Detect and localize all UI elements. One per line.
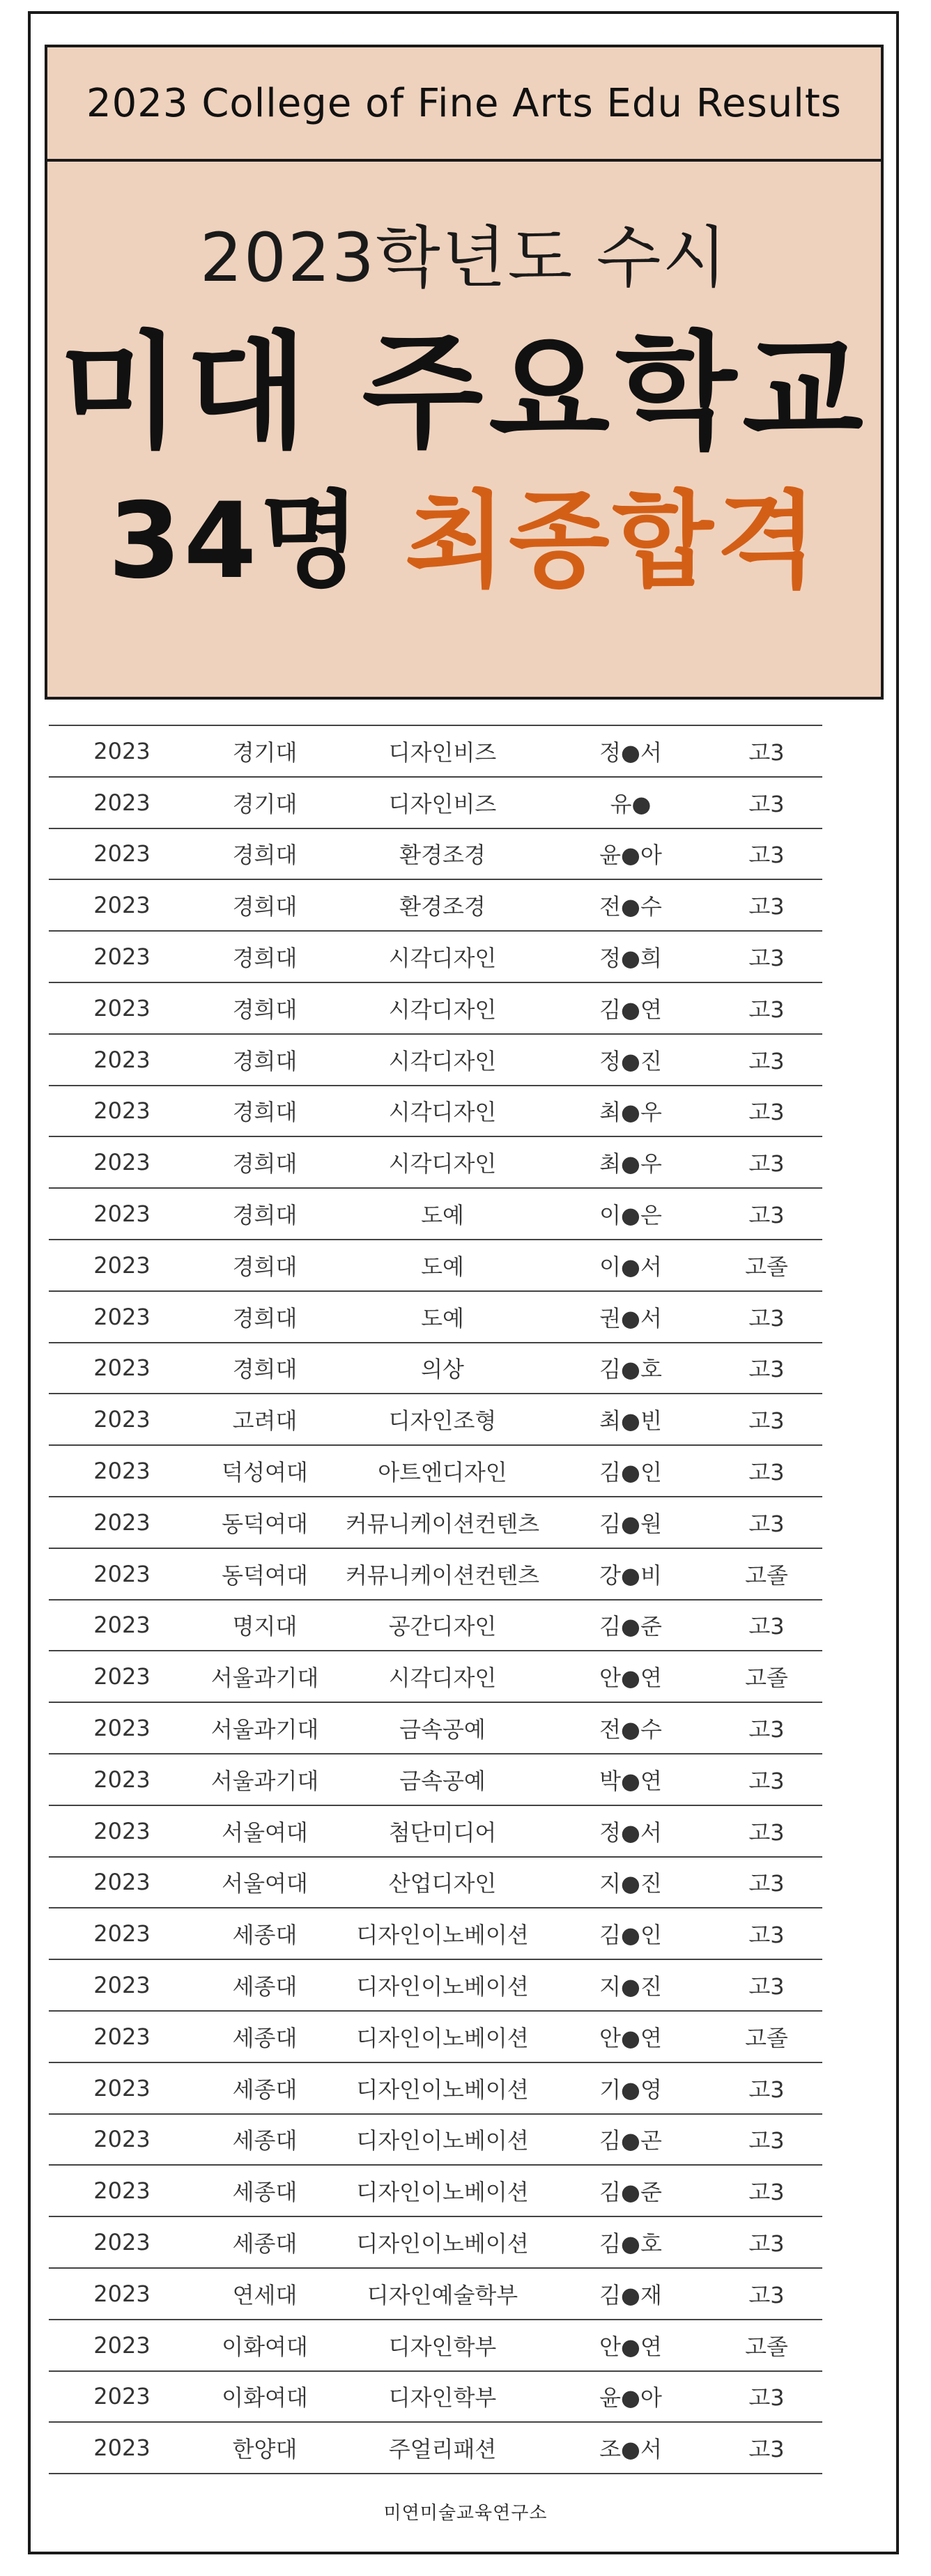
- grade-cell: 고3: [748, 1716, 785, 1743]
- grade-cell: 고3: [748, 1510, 785, 1537]
- name-cell: 김●인: [599, 1922, 662, 1949]
- grade-cell: 고3: [748, 1150, 785, 1178]
- year-cell: 2023: [93, 737, 151, 764]
- table-row: [49, 2115, 822, 2166]
- grade-cell: 고3: [748, 1870, 785, 1897]
- department-cell: 의상: [421, 1356, 464, 1383]
- grade-cell: 고3: [748, 2076, 785, 2103]
- grade-cell: 고졸: [745, 1253, 788, 1280]
- department-cell: 디자인학부: [388, 2384, 497, 2412]
- grade-cell: 고3: [748, 1973, 785, 2000]
- table-row: [49, 2063, 822, 2115]
- name-cell: 유●: [610, 790, 652, 817]
- university-cell: 이화여대: [222, 2384, 308, 2412]
- year-cell: 2023: [93, 1251, 151, 1279]
- table-row: [49, 2423, 822, 2474]
- year-cell: 2023: [93, 1303, 151, 1330]
- table-row: [49, 880, 822, 932]
- name-cell: 김●준: [599, 2179, 662, 2206]
- university-cell: 세종대: [232, 2230, 298, 2257]
- department-cell: 시각디자인: [388, 1047, 497, 1074]
- university-cell: 경희대: [232, 1047, 298, 1074]
- university-cell: 명지대: [232, 1613, 298, 1640]
- year-cell: 2023: [93, 1920, 151, 1948]
- university-cell: 동덕여대: [222, 1510, 308, 1537]
- grade-cell: 고3: [748, 1356, 785, 1383]
- name-cell: 김●재: [599, 2281, 662, 2308]
- department-cell: 환경조경: [399, 842, 486, 869]
- table-row: [49, 1960, 822, 2012]
- table-row: [49, 829, 822, 881]
- grade-cell: 고3: [748, 2127, 785, 2154]
- grade-cell: 고졸: [745, 2333, 788, 2360]
- year-cell: 2023: [93, 1046, 151, 1073]
- year-cell: 2023: [93, 892, 151, 919]
- department-cell: 도예: [421, 1304, 464, 1332]
- name-cell: 김●인: [599, 1459, 662, 1486]
- table-row: [49, 726, 822, 778]
- university-cell: 경기대: [232, 739, 298, 766]
- department-cell: 환경조경: [399, 893, 486, 920]
- grade-cell: 고졸: [745, 1561, 788, 1589]
- year-cell: 2023: [93, 1715, 151, 1742]
- year-cell: 2023: [93, 1869, 151, 1896]
- department-cell: 디자인비즈: [388, 790, 497, 817]
- table-row: [49, 1908, 822, 1960]
- year-cell: 2023: [93, 1355, 151, 1382]
- result-headline: [47, 481, 881, 602]
- university-cell: 경희대: [232, 893, 298, 920]
- name-cell: 기●영: [599, 2076, 662, 2103]
- year-cell: 2023: [93, 2435, 151, 2462]
- table-row: [49, 1137, 822, 1189]
- university-cell: 경희대: [232, 1356, 298, 1383]
- university-cell: 서울과기대: [210, 1665, 319, 1692]
- name-cell: 정●서: [599, 1819, 662, 1846]
- table-row: [49, 1549, 822, 1601]
- pass-count: 34명: [108, 481, 364, 602]
- year-cell: 2023: [93, 2074, 151, 2101]
- university-cell: 경희대: [232, 1253, 298, 1280]
- year-cell: 2023: [93, 1149, 151, 1176]
- department-cell: 도예: [421, 1253, 464, 1280]
- subtitle: 2023학년도 수시: [199, 219, 729, 297]
- department-cell: 디자인이노베이션: [356, 2230, 529, 2257]
- department-cell: 디자인이노베이션: [356, 1922, 529, 1949]
- name-cell: 박●연: [599, 1767, 662, 1794]
- department-cell: 디자인이노베이션: [356, 2127, 529, 2154]
- name-cell: 전●수: [599, 1716, 662, 1743]
- grade-cell: 고3: [748, 893, 785, 920]
- table-row: [49, 778, 822, 829]
- university-cell: 경희대: [232, 996, 298, 1023]
- name-cell: 안●연: [599, 2024, 662, 2051]
- name-cell: 김●호: [599, 2230, 662, 2257]
- grade-cell: 고3: [748, 2436, 785, 2463]
- department-cell: 시각디자인: [388, 945, 497, 972]
- department-cell: 도예: [421, 1202, 464, 1229]
- name-cell: 정●진: [599, 1047, 662, 1074]
- university-cell: 경기대: [232, 790, 298, 817]
- table-row: [49, 2320, 822, 2372]
- grade-cell: 고3: [748, 2384, 785, 2412]
- year-cell: 2023: [93, 1406, 151, 1433]
- table-row: [49, 1240, 822, 1292]
- year-cell: 2023: [93, 1458, 151, 1485]
- name-cell: 최●빈: [599, 1407, 662, 1435]
- table-row: [49, 1601, 822, 1652]
- grade-cell: 고3: [748, 1304, 785, 1332]
- name-cell: 이●서: [599, 1253, 662, 1280]
- name-cell: 강●비: [599, 1561, 662, 1589]
- department-cell: 커뮤니케이션컨텐츠: [345, 1510, 540, 1537]
- year-cell: 2023: [93, 943, 151, 971]
- university-cell: 동덕여대: [222, 1561, 308, 1589]
- main-title: 미대 주요학교: [59, 320, 869, 465]
- university-cell: 세종대: [232, 1973, 298, 2000]
- table-row: [49, 2217, 822, 2269]
- department-cell: 디자인이노베이션: [356, 2024, 529, 2051]
- department-cell: 디자인조형: [388, 1407, 497, 1435]
- university-cell: 한양대: [232, 2436, 298, 2463]
- year-cell: 2023: [93, 1201, 151, 1228]
- table-row: [49, 983, 822, 1035]
- name-cell: 권●서: [599, 1304, 662, 1332]
- university-cell: 서울과기대: [210, 1767, 319, 1794]
- department-cell: 산업디자인: [388, 1870, 497, 1897]
- name-cell: 정●희: [599, 945, 662, 972]
- university-cell: 세종대: [232, 2179, 298, 2206]
- table-row: [49, 1703, 822, 1754]
- university-cell: 고려대: [232, 1407, 298, 1435]
- year-cell: 2023: [93, 2331, 151, 2359]
- university-cell: 경희대: [232, 1150, 298, 1178]
- table-row: [49, 2166, 822, 2217]
- table-row: [49, 932, 822, 983]
- year-cell: 2023: [93, 1766, 151, 1793]
- name-cell: 지●진: [599, 1973, 662, 2000]
- table-row: [49, 1497, 822, 1549]
- university-cell: 세종대: [232, 1922, 298, 1949]
- year-cell: 2023: [93, 1509, 151, 1536]
- department-cell: 시각디자인: [388, 1665, 497, 1692]
- grade-cell: 고졸: [745, 1665, 788, 1692]
- university-cell: 서울여대: [222, 1870, 308, 1897]
- year-cell: 2023: [93, 1663, 151, 1690]
- department-cell: 시각디자인: [388, 1150, 497, 1178]
- department-cell: 시각디자인: [388, 996, 497, 1023]
- grade-cell: 고3: [748, 1613, 785, 1640]
- name-cell: 최●우: [599, 1150, 662, 1178]
- table-row: [49, 1189, 822, 1240]
- department-cell: 커뮤니케이션컨텐츠: [345, 1561, 540, 1589]
- year-cell: 2023: [93, 1817, 151, 1844]
- department-cell: 금속공예: [399, 1716, 486, 1743]
- university-cell: 경희대: [232, 1099, 298, 1126]
- department-cell: 금속공예: [399, 1767, 486, 1794]
- name-cell: 김●원: [599, 1510, 662, 1537]
- name-cell: 김●곤: [599, 2127, 662, 2154]
- table-row: [49, 1343, 822, 1395]
- table-row: [49, 1446, 822, 1497]
- year-cell: 2023: [93, 789, 151, 816]
- name-cell: 조●서: [599, 2436, 662, 2463]
- table-row: [49, 1292, 822, 1343]
- table-row: [49, 1394, 822, 1446]
- university-cell: 서울과기대: [210, 1716, 319, 1743]
- department-cell: 주얼리패션: [388, 2436, 497, 2463]
- pass-label: 최종합격: [405, 481, 820, 602]
- name-cell: 안●연: [599, 1665, 662, 1692]
- year-cell: 2023: [93, 1972, 151, 1999]
- grade-cell: 고3: [748, 996, 785, 1023]
- grade-cell: 고3: [748, 1099, 785, 1126]
- department-cell: 디자인이노베이션: [356, 2076, 529, 2103]
- university-cell: 덕성여대: [222, 1459, 308, 1486]
- department-cell: 디자인학부: [388, 2333, 497, 2360]
- grade-cell: 고3: [748, 1459, 785, 1486]
- table-row: [49, 1086, 822, 1138]
- table-row: [49, 1754, 822, 1806]
- name-cell: 전●수: [599, 893, 662, 920]
- year-cell: 2023: [93, 2229, 151, 2255]
- department-cell: 디자인비즈: [388, 739, 497, 766]
- english-title: 2023 College of Fine Arts Edu Results: [47, 47, 881, 162]
- name-cell: 윤●아: [599, 2384, 662, 2412]
- grade-cell: 고3: [748, 739, 785, 766]
- department-cell: 디자인이노베이션: [356, 1973, 529, 2000]
- table-row: [49, 2372, 822, 2423]
- year-cell: 2023: [93, 2280, 151, 2307]
- year-cell: 2023: [93, 2383, 151, 2410]
- year-cell: 2023: [93, 2023, 151, 2050]
- grade-cell: 고3: [748, 1819, 785, 1846]
- name-cell: 김●준: [599, 1613, 662, 1640]
- university-cell: 경희대: [232, 1202, 298, 1229]
- table-row: [49, 1806, 822, 1858]
- university-cell: 이화여대: [222, 2333, 308, 2360]
- grade-cell: 고3: [748, 2281, 785, 2308]
- year-cell: 2023: [93, 2177, 151, 2205]
- name-cell: 김●호: [599, 1356, 662, 1383]
- year-cell: 2023: [93, 1097, 151, 1125]
- department-cell: 디자인이노베이션: [356, 2179, 529, 2206]
- name-cell: 김●연: [599, 996, 662, 1023]
- department-cell: 공간디자인: [388, 1613, 497, 1640]
- name-cell: 윤●아: [599, 842, 662, 869]
- grade-cell: 고3: [748, 1047, 785, 1074]
- grade-cell: 고3: [748, 945, 785, 972]
- university-cell: 경희대: [232, 945, 298, 972]
- year-cell: 2023: [93, 840, 151, 867]
- grade-cell: 고3: [748, 2230, 785, 2257]
- grade-cell: 고3: [748, 1767, 785, 1794]
- university-cell: 세종대: [232, 2127, 298, 2154]
- footer-logo: 미연미술교육연구소: [383, 2503, 548, 2524]
- grade-cell: 고3: [748, 2179, 785, 2206]
- table-row: [49, 2012, 822, 2063]
- department-cell: 첨단미디어: [388, 1819, 497, 1846]
- grade-cell: 고3: [748, 842, 785, 869]
- year-cell: 2023: [93, 994, 151, 1021]
- university-cell: 연세대: [232, 2281, 298, 2308]
- table-row: [49, 1858, 822, 1909]
- header-banner: [45, 45, 884, 700]
- name-cell: 지●진: [599, 1870, 662, 1897]
- university-cell: 경희대: [232, 842, 298, 869]
- name-cell: 이●은: [599, 1202, 662, 1229]
- grade-cell: 고3: [748, 790, 785, 817]
- university-cell: 세종대: [232, 2076, 298, 2103]
- department-cell: 아트엔디자인: [378, 1459, 507, 1486]
- department-cell: 시각디자인: [388, 1099, 497, 1126]
- university-cell: 세종대: [232, 2024, 298, 2051]
- year-cell: 2023: [93, 1612, 151, 1639]
- department-cell: 디자인예술학부: [367, 2281, 518, 2308]
- year-cell: 2023: [93, 2126, 151, 2153]
- table-row: [49, 2269, 822, 2320]
- table-row: [49, 1035, 822, 1086]
- name-cell: 안●연: [599, 2333, 662, 2360]
- grade-cell: 고3: [748, 1407, 785, 1435]
- grade-cell: 고3: [748, 1202, 785, 1229]
- grade-cell: 고3: [748, 1922, 785, 1949]
- table-row: [49, 1651, 822, 1703]
- name-cell: 정●서: [599, 739, 662, 766]
- results-table: [49, 725, 822, 2474]
- year-cell: 2023: [93, 1560, 151, 1587]
- grade-cell: 고졸: [745, 2024, 788, 2051]
- name-cell: 최●우: [599, 1099, 662, 1126]
- university-cell: 경희대: [232, 1304, 298, 1332]
- university-cell: 서울여대: [222, 1819, 308, 1846]
